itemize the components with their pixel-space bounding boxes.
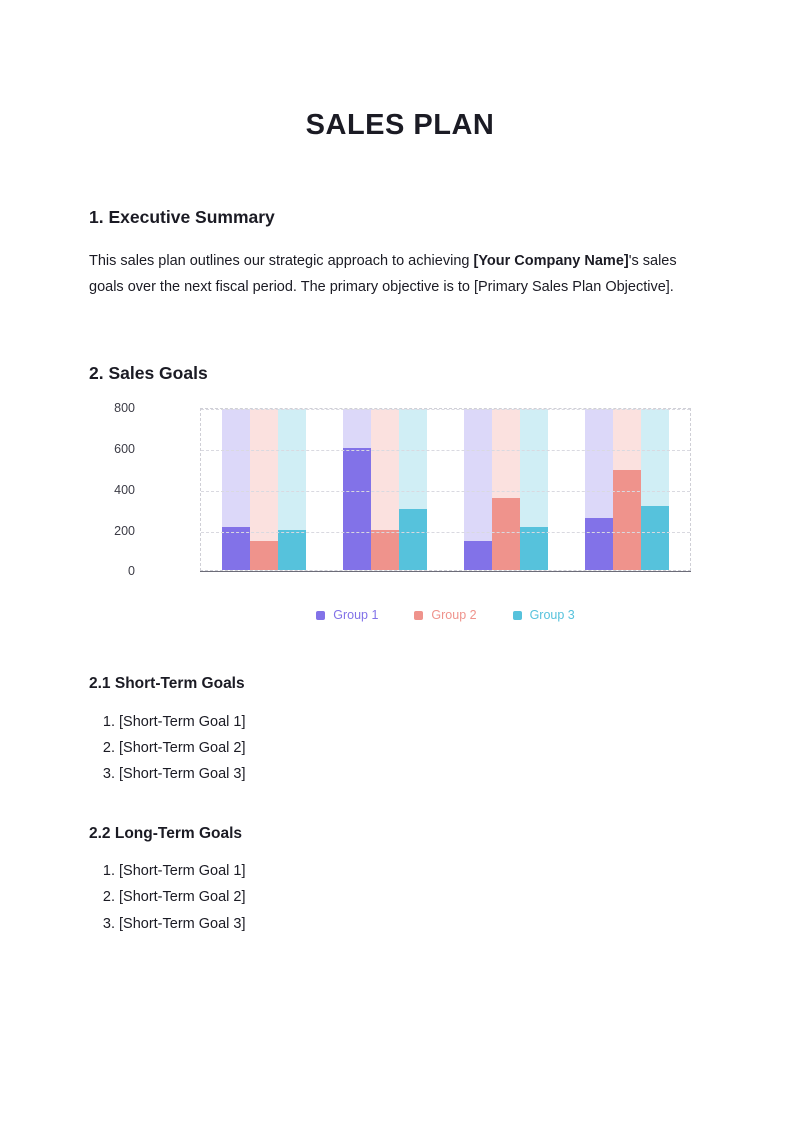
page-title: SALES PLAN bbox=[305, 109, 495, 141]
chart-legend-label: Group 3 bbox=[529, 608, 575, 623]
y-axis-tick-label: 600 bbox=[114, 442, 135, 457]
chart-bar bbox=[613, 470, 641, 571]
chart-bar-slot bbox=[222, 409, 250, 570]
list-item: 2. [Short-Term Goal 2] bbox=[119, 884, 711, 910]
chart-bar-slot bbox=[585, 409, 613, 570]
legend-swatch-icon bbox=[513, 611, 522, 620]
chart-bar bbox=[585, 518, 613, 570]
list-item: 1. [Short-Term Goal 1] bbox=[119, 858, 711, 884]
sub-heading-short-term-goals: 2.1 Short-Term Goals bbox=[89, 675, 245, 693]
chart-bar-slot bbox=[278, 409, 306, 570]
list-item: 1. [Short-Term Goal 1] bbox=[119, 709, 711, 735]
chart-legend-item[interactable] bbox=[414, 608, 476, 622]
chart-legend-label: Group 1 bbox=[333, 608, 379, 623]
chart-bar-slot bbox=[464, 409, 492, 570]
section-heading-sales-goals: 2. Sales Goals bbox=[89, 362, 208, 383]
chart-legend bbox=[200, 608, 691, 622]
chart-x-axis-line bbox=[200, 571, 691, 572]
long-term-goals-list bbox=[89, 844, 711, 937]
sub-heading-long-term-goals: 2.2 Long-Term Goals bbox=[89, 824, 243, 842]
chart-gridline bbox=[201, 491, 690, 492]
sales-goals-chart bbox=[89, 384, 711, 638]
chart-bar bbox=[464, 541, 492, 571]
paragraph-text-after: 's sales goals over the next fiscal period. The primary objective is to [Primary Sales Plan Objective]. bbox=[89, 252, 677, 296]
subsection-long-term-goals bbox=[89, 788, 711, 937]
chart-bar-slot bbox=[343, 409, 371, 570]
company-name-placeholder: [Your Company Name] bbox=[473, 252, 629, 269]
chart-bar bbox=[371, 530, 399, 571]
y-axis-tick-label: 800 bbox=[114, 401, 135, 416]
chart-bar-slot bbox=[399, 409, 427, 570]
chart-bar bbox=[520, 527, 548, 571]
chart-bar bbox=[278, 530, 306, 571]
chart-bar bbox=[343, 448, 371, 570]
subsection-short-term-goals bbox=[89, 638, 711, 787]
chart-bar-slot bbox=[641, 409, 669, 570]
chart-bar-group bbox=[567, 409, 688, 570]
chart-bars bbox=[201, 409, 690, 570]
list-item: 3. [Short-Term Goal 3] bbox=[119, 911, 711, 937]
chart-bar-slot bbox=[520, 409, 548, 570]
chart-gridline bbox=[201, 409, 690, 410]
chart-legend-label: Group 2 bbox=[431, 608, 477, 623]
chart-bar bbox=[399, 509, 427, 570]
chart-plot-area bbox=[200, 408, 691, 571]
chart-bar-group bbox=[324, 409, 445, 570]
paragraph-text-before: This sales plan outlines our strategic approach to achieving bbox=[89, 252, 474, 269]
chart-bar-slot bbox=[492, 409, 520, 570]
chart-legend-item[interactable] bbox=[513, 608, 575, 622]
legend-swatch-icon bbox=[316, 611, 325, 620]
y-axis-tick-label: 400 bbox=[114, 482, 135, 497]
executive-summary-paragraph bbox=[89, 229, 693, 301]
list-item: 2. [Short-Term Goal 2] bbox=[119, 735, 711, 761]
chart-bar bbox=[492, 498, 520, 570]
y-axis-tick-label: 0 bbox=[128, 564, 135, 579]
legend-swatch-icon bbox=[414, 611, 423, 620]
chart-gridline bbox=[201, 532, 690, 533]
section-heading-executive-summary: 1. Executive Summary bbox=[89, 206, 275, 227]
chart-bar-slot bbox=[371, 409, 399, 570]
y-axis-tick-label: 200 bbox=[114, 523, 135, 538]
short-term-goals-list bbox=[89, 695, 711, 788]
list-item: 3. [Short-Term Goal 3] bbox=[119, 761, 711, 787]
chart-y-axis bbox=[89, 401, 147, 579]
chart-bar bbox=[250, 541, 278, 571]
chart-bar-group bbox=[203, 409, 324, 570]
chart-gridline bbox=[201, 450, 690, 451]
chart-bar-group bbox=[446, 409, 567, 570]
section-executive-summary bbox=[89, 143, 711, 301]
chart-legend-item[interactable] bbox=[316, 608, 378, 622]
chart-bar-slot bbox=[250, 409, 278, 570]
chart-bar bbox=[641, 506, 669, 570]
chart-bar bbox=[222, 527, 250, 571]
chart-bar-slot bbox=[613, 409, 641, 570]
section-sales-goals bbox=[89, 301, 711, 937]
